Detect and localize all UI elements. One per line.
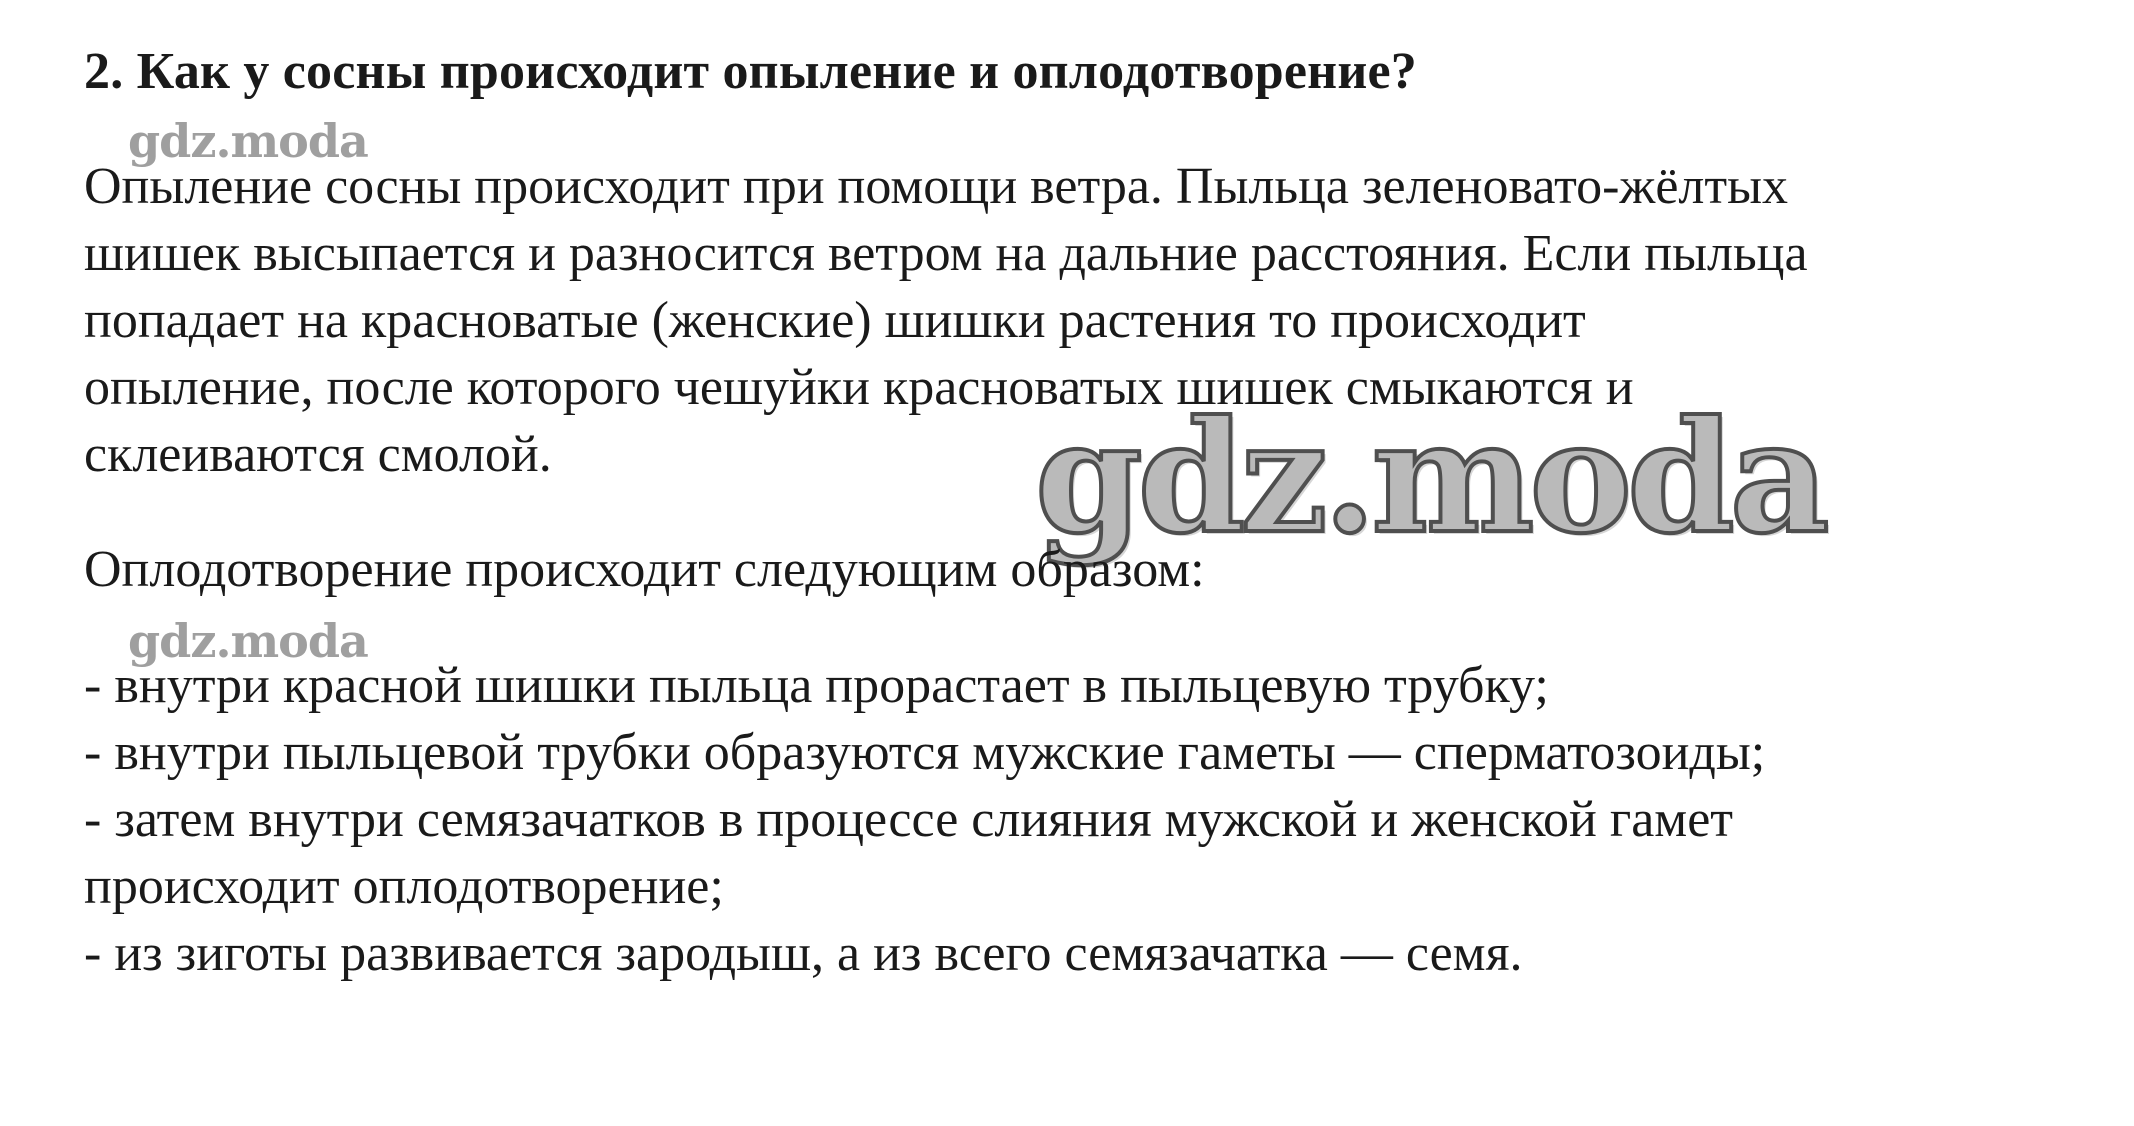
fertilization-steps-list [84,652,1765,987]
question-heading: 2. Как у сосны происходит опыление и оплодотворение? [84,43,1417,100]
paragraph-line: склеиваются смолой. [84,426,552,483]
paragraph-line: шишек высыпается и разносится ветром на дальние расстояния. Если пыльца [84,225,1808,282]
list-item: - внутри пыльцевой трубки образуются мужские гаметы — сперматозоиды; [84,724,1766,781]
paragraph-line: Опыление сосны происходит при помощи ветра. Пыльца зеленовато-жёлтых [84,158,1789,215]
watermark-large: gdz.moda [1035,387,1825,568]
answer-paragraph-fertilization-intro: Оплодотворение происходит следующим образом: [84,541,1205,598]
list-item-continuation: происходит оплодотворение; [84,858,724,915]
watermark-small-top: gdz.moda [128,114,368,168]
paragraph-line: опыление, после которого чешуйки красноватых шишек смыкаются и [84,359,1634,416]
paragraph-line: попадает на красноватые (женские) шишки растения то происходит [84,292,1586,349]
list-item: - затем внутри семязачатков в процессе слияния мужской и женской гамет [84,791,1733,848]
watermark-small-middle: gdz.moda [128,614,368,668]
list-item: - внутри красной шишки пыльца прорастает в пыльцевую трубку; [84,657,1549,714]
list-item: - из зиготы развивается зародыш, а из всего семязачатка — семя. [84,925,1523,982]
